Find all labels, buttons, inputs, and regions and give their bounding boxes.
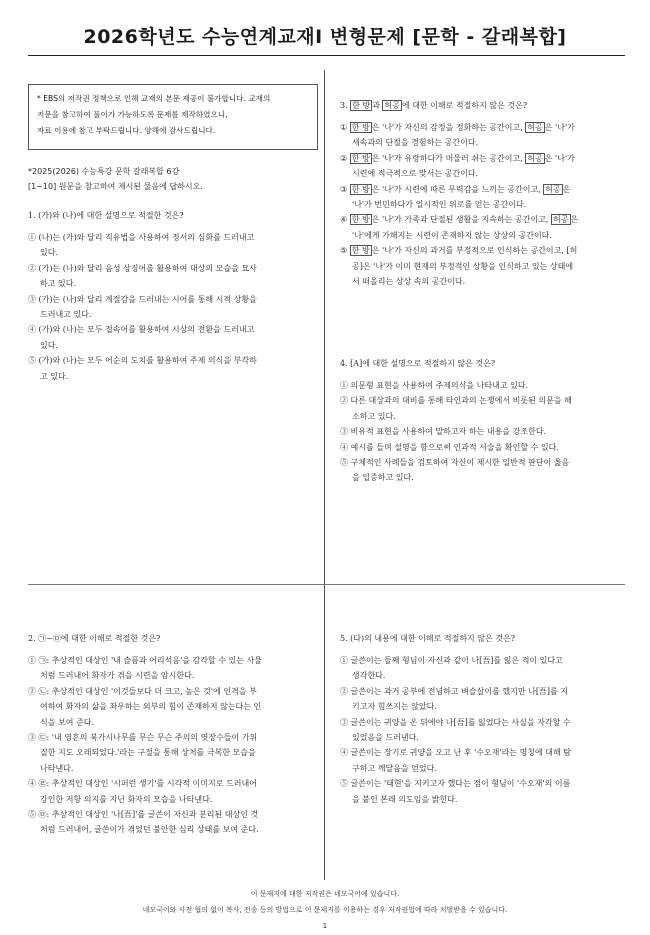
- footer-copyright: 이 문제지에 대한 저작권은 네모국어에 있습니다.: [250, 890, 400, 898]
- answer-option-continued: 을 입증하고 있다.: [352, 473, 414, 483]
- answer-option: ③ 한 방 은 '나'가 시련에 따른 무력감을 느끼는 공간이고, 허공 은: [340, 184, 571, 194]
- page-title: 2026학년도 수능연계교재Ⅰ 변형문제 [문학 - 갈래복합]: [83, 26, 567, 48]
- stem-text: 에 대한 이해로 적절하지 않은 것은?: [401, 101, 528, 110]
- answer-option: ② 한 방 은 '나'가 유랑하다가 머물러 쉬는 공간이고, 허공 은 '나'가: [340, 153, 575, 163]
- answer-option: ① 의문형 표현을 사용하여 주제의식을 나타내고 있다.: [340, 381, 529, 390]
- stem-text: 과: [372, 101, 383, 110]
- boxed-term: 허공: [384, 101, 400, 110]
- answer-option: ② ㉡: 추상적인 대상인 '이것들보다 더 크고, 높은 것'에 인격을 부: [28, 686, 257, 696]
- question-stem: 4. [A]에 대한 설명으로 적절하지 않은 것은?: [340, 359, 496, 368]
- answer-option-continued: 있었음을 드러낸다.: [352, 733, 419, 742]
- answer-option-continued: 하고 있다.: [40, 279, 76, 289]
- answer-option: ① 글쓴이는 둘째 형님이 자신과 같이 나[吾]를 잃은 적이 있다고: [340, 656, 563, 665]
- answer-option: ④ ㉣: 추상적인 대상인 '시퍼런 생기'를 시각적 이미지로 드러내어: [28, 779, 257, 789]
- answer-option-continued: '나'가 번민하다가 일시적인 위로를 얻는 공간이다.: [352, 200, 527, 209]
- stem-text: 3.: [340, 101, 351, 110]
- answer-option-continued: 나타낸다.: [40, 763, 74, 773]
- footer-warning: 네모국어와 사전 협의 없이 복사, 전송 등의 방법으로 이 문제지를 이용하는 경우 저작권법에 따라 처벌받을 수 있습니다.: [142, 906, 508, 914]
- answer-option-continued: 여하여 화자의 삶을 좌우하는 외부의 힘이 존재하지 않는다는 인: [40, 702, 262, 712]
- title-divider: [28, 55, 625, 56]
- answer-option: ④ 예시를 들며 설명을 함으로써 인과적 서술을 확인할 수 있다.: [340, 442, 559, 452]
- answer-option: ② (가)는 (나)와 달리 음성 상징어를 활용하여 대상의 모습을 묘사: [28, 263, 257, 273]
- answer-option-continued: 고 있다.: [40, 371, 69, 381]
- answer-option-continued: 구하고 깨달음을 얻었다.: [352, 763, 437, 773]
- answer-option: ③ ㉢: '내 영혼의 북가시나무를 무슨 무슨 주의의 엿장수들이 가위: [28, 733, 258, 742]
- answer-option-continued: 질한 지도 오래되었다.'라는 구절을 통해 상처를 극복한 모습을: [40, 748, 256, 758]
- answer-option-continued: 식을 보여 준다.: [40, 717, 94, 727]
- answer-option: ⑤ 구체적인 사례들을 검토하여 자신이 제시한 일반적 판단이 옳음: [340, 458, 570, 467]
- question-stem: 1. (가)와 (나)에 대한 설명으로 적절한 것은?: [28, 211, 184, 220]
- answer-option-continued: '나'에게 가해지는 시련이 존재하지 않는 상상의 공간이다.: [352, 230, 552, 240]
- answer-option-continued: 서 떠올리는 상상 속의 공간이다.: [352, 277, 466, 286]
- answer-option: ③ 글쓴이는 귀양을 온 뒤에야 나[吾]를 잃었다는 사실을 자각할 수: [340, 717, 571, 727]
- answer-option: ① (나)는 (가)와 달리 직유법을 사용하여 정서의 심화를 드러내고: [28, 233, 255, 242]
- answer-option-continued: 강인한 저항 의지를 지닌 화자의 모습을 나타낸다.: [40, 794, 213, 804]
- question-stem: 2. ㉠~㉤에 대한 이해로 적절한 것은?: [28, 634, 161, 643]
- column-divider: [324, 70, 325, 880]
- answer-option-continued: 시련에 적극적으로 맞서는 공간이다.: [352, 169, 479, 179]
- notice-line: 자료 이용에 참고 부탁드립니다. 양해에 감사드립니다.: [37, 126, 216, 135]
- answer-option: ③ (가)는 (나)와 달리 계절감을 드러내는 시어를 통해 시적 상황을: [28, 294, 257, 304]
- answer-option: ① 한 방 은 '나'가 자신의 감정을 정화하는 공간이고, 허공 은 '나'가: [340, 123, 575, 132]
- notice-line: 지문을 참고하여 풀이가 가능하도록 문제를 제작하였으니,: [37, 110, 228, 119]
- answer-option: ④ 한 방 은 '나'가 가족과 단절된 생활을 지속하는 공간이고, 허공 은: [340, 215, 579, 225]
- answer-option: ⑤ (가)와 (나)는 모두 어순의 도치를 활용하여 주제 의식을 부각하: [28, 356, 257, 366]
- answer-option-continued: 키고자 힘쓰지는 않았다.: [352, 702, 437, 712]
- answer-option: ④ 글쓴이는 장기로 귀양을 오고 난 후 '수오재'라는 명칭에 대해 탐: [340, 748, 572, 758]
- page-number: 1: [322, 922, 328, 930]
- answer-option-continued: 처럼 드러내어, 글쓴이가 겪었던 불안한 심리 상태를 보여 준다.: [40, 825, 259, 835]
- answer-option-continued: 드러내고 있다.: [40, 310, 92, 319]
- question-stem: 5. (다)의 내용에 대한 이해로 적절하지 않은 것은?: [340, 634, 516, 643]
- notice-line: * EBS의 저작권 정책으로 인해 교재의 본문 제공이 불가합니다. 교재의: [37, 94, 271, 103]
- instruction-line: [1~10] 원문을 참고하여 제시된 물음에 답하시오.: [28, 182, 203, 191]
- answer-option: ⑤ 글쓴이는 '태현'을 지키고자 했다는 점이 형님이 '수오재'의 이름: [340, 779, 571, 789]
- answer-option: ④ (가)와 (나)는 모두 접속어를 활용하여 시상의 전환을 드러내고: [28, 325, 255, 335]
- boxed-term: 한 방: [352, 101, 371, 110]
- section-divider: [28, 584, 625, 585]
- answer-option-continued: 세속과의 단절을 경험하는 공간이다.: [352, 138, 479, 148]
- source-line: *2025(2026) 수능특강 문학 갈래복합 6강: [28, 167, 180, 176]
- answer-option-continued: 공]은 '나'가 이미 현재의 부정적인 상황을 인식하고 있는 상태에: [352, 261, 574, 271]
- answer-option-continued: 소하고 있다.: [352, 411, 396, 421]
- answer-option: ① ㉠: 추상적인 대상인 '내 슬픔과 어리석음'을 감각할 수 있는 사물: [28, 656, 262, 665]
- answer-option: ⑤ ㉤: 추상적인 대상인 '나[吾]'를 글쓴이 자신과 분리된 대상인 것: [28, 810, 259, 819]
- answer-option: ② 다른 대상과의 대비를 통해 타인과의 논쟁에서 비롯된 의문을 해: [340, 396, 572, 406]
- answer-option-continued: 있다.: [40, 248, 58, 258]
- copyright-notice: [28, 84, 318, 150]
- question-stem: [340, 100, 527, 111]
- answer-option-continued: 처럼 드러내어 화자가 겪을 시련을 암시한다.: [40, 671, 195, 681]
- answer-option: ② 글쓴이는 과거 공부에 전념하고 벼슬살이를 했지만 나[吾]를 지: [340, 686, 569, 696]
- answer-option-continued: 있다.: [40, 340, 58, 350]
- answer-option-continued: 생각한다.: [352, 671, 386, 681]
- answer-option: ⑤ 한 방 은 '나'가 자신의 과거를 부정적으로 인식하는 공간이고, [허: [340, 246, 578, 256]
- answer-option-continued: 을 붙인 본래 의도임을 밝힌다.: [352, 794, 458, 804]
- answer-option: ③ 비유적 표현을 사용하여 말하고자 하는 내용을 강조한다.: [340, 427, 547, 437]
